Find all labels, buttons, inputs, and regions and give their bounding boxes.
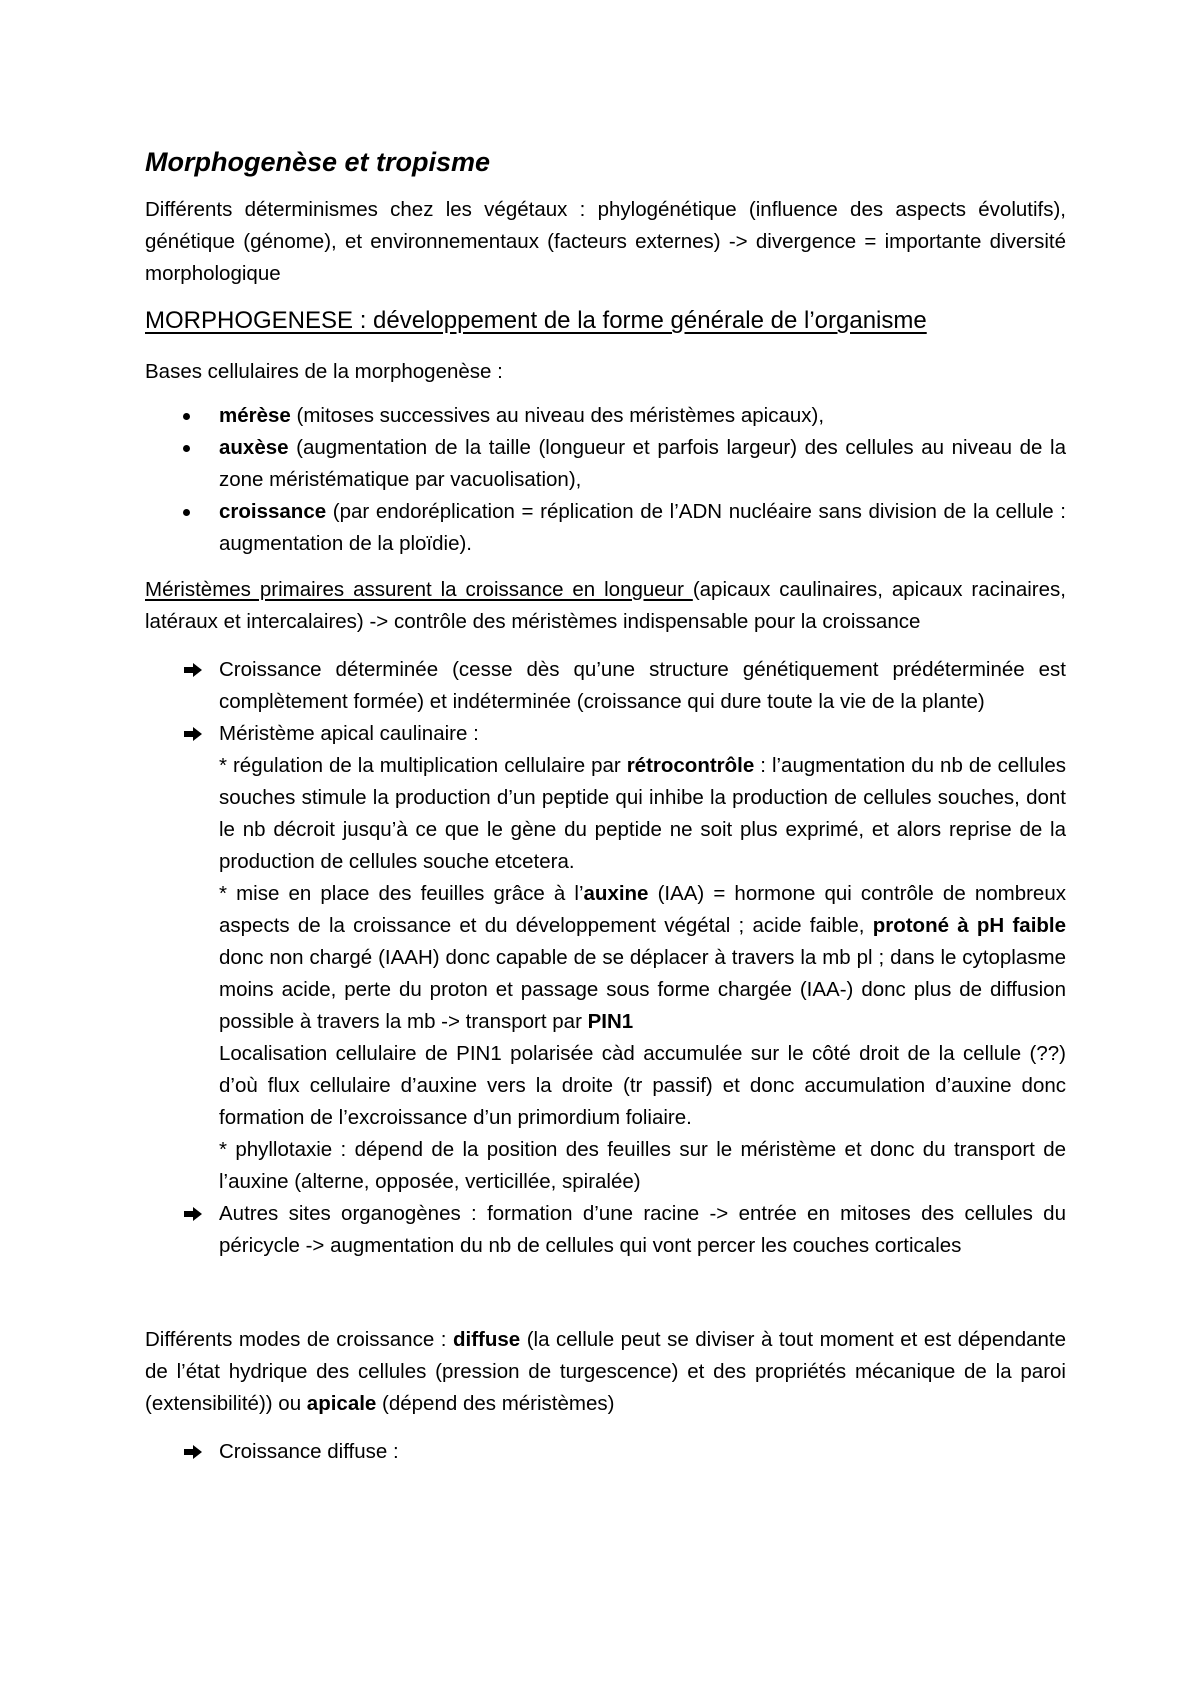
arrow-item-croissance bbox=[145, 654, 1066, 718]
bullet-term: mérèse bbox=[219, 404, 291, 427]
arrow-item-meristeme bbox=[145, 718, 1066, 1198]
meristemes-paragraph bbox=[145, 574, 1066, 638]
bullet-dot-icon bbox=[183, 445, 190, 452]
bullet-text: (augmentation de la taille (longueur et parfois largeur) des cellules au niveau de la zone méristématique par vacuolisation), bbox=[219, 436, 1066, 491]
bullet-term: auxèse bbox=[219, 436, 289, 459]
modes-paragraph: Différents modes de croissance : diffuse (la cellule peut se diviser à tout moment et est dépendante de l’état hydrique des cellules (pression de turgescence) et des propriétés mécanique de la paroi (extensibilité)) ou apicale (dépend des méristèmes) bbox=[145, 1328, 1066, 1415]
bullet-text: (mitoses successives au niveau des méristèmes apicaux), bbox=[290, 404, 825, 427]
document-body bbox=[145, 142, 1066, 1468]
spacer bbox=[145, 1262, 1066, 1324]
arrow-item-text: Croissance déterminée (cesse dès qu’une structure génétiquement prédéterminée est complètement formée) et indéterminée (croissance qui dure toute la vie de la plante) bbox=[219, 658, 1066, 713]
meristemes-underlined: Méristèmes primaires assurent la croissance en longueur bbox=[145, 578, 693, 601]
arrow-list-2 bbox=[145, 1436, 1066, 1468]
section-heading: MORPHOGENESE : développement de la forme générale de l’organisme bbox=[145, 307, 927, 334]
localisation-paragraph: Localisation cellulaire de PIN1 polarisée càd accumulée sur le côté droit de la cellule (??) d’où flux cellulaire d’auxine vers la droite (tr passif) et donc accumulation d’auxine donc formation de l’excroissance d’un primordium foliaire. bbox=[219, 1042, 1066, 1129]
regulation-paragraph: * régulation de la multiplication cellulaire par rétrocontrôle : l’augmentation du nb de cellules souches stimule la production d’un peptide qui inhibe la production de cellules souches, dont le nb décroit jusqu’à ce que le gène du peptide ne soit plus exprimé, et alors reprise de la production de cellules souche etcetera. bbox=[219, 754, 1067, 873]
arrow-right-icon bbox=[181, 1436, 205, 1468]
intro-paragraph: Différents déterminismes chez les végétaux : phylogénétique (influence des aspects évolutifs), génétique (génome), et environnementaux (facteurs externes) -> divergence = importante diversité morphologique bbox=[145, 198, 1066, 285]
bullet-text: (par endoréplication = réplication de l’ADN nucléaire sans division de la cellule : augmentation de la ploïdie). bbox=[219, 500, 1066, 555]
list-item bbox=[145, 496, 1066, 560]
arrow-right-icon bbox=[181, 654, 205, 686]
list-item bbox=[145, 400, 1066, 432]
bullet-dot-icon bbox=[183, 509, 190, 516]
arrow-item-text: Croissance diffuse : bbox=[219, 1440, 399, 1463]
phyllotaxie-paragraph: * phyllotaxie : dépend de la position des feuilles sur le méristème et donc du transport de l’auxine (alterne, opposée, verticillée, spiralée) bbox=[219, 1138, 1066, 1193]
arrow-item-text: Autres sites organogènes : formation d’une racine -> entrée en mitoses des cellules du péricycle -> augmentation du nb de cellules qui vont percer les couches corticales bbox=[219, 1202, 1066, 1257]
bullet-term: croissance bbox=[219, 500, 327, 523]
arrow-right-icon bbox=[181, 1198, 205, 1230]
bases-label: Bases cellulaires de la morphogenèse : bbox=[145, 360, 503, 383]
arrow-list bbox=[145, 654, 1066, 1262]
arrow-item-croissance-diffuse bbox=[145, 1436, 1066, 1468]
arrow-right-icon bbox=[181, 718, 205, 750]
list-item bbox=[145, 432, 1066, 496]
meristemes-rest: (apicaux caulinaires, apicaux racinaires, latéraux et intercalaires) -> contrôle des méristèmes indispensable pour la croissance bbox=[145, 578, 1066, 633]
bullet-dot-icon bbox=[183, 413, 190, 420]
feuilles-paragraph: * mise en place des feuilles grâce à l’auxine (IAA) = hormone qui contrôle de nombreux aspects de la croissance et du développement végétal ; acide faible, protoné à pH faible donc non chargé (IAAH) donc capable de se déplacer à travers la mb pl ; dans le cytoplasme moins acide, perte du proton et passage sous forme chargée (IAA-) donc plus de diffusion possible à travers la mb -> transport par PIN1 bbox=[219, 882, 1067, 1033]
arrow-item-autres-sites bbox=[145, 1198, 1066, 1262]
bullet-list bbox=[145, 400, 1066, 560]
arrow-item-text: Méristème apical caulinaire : bbox=[219, 722, 479, 745]
page-title: Morphogenèse et tropisme bbox=[145, 147, 491, 177]
